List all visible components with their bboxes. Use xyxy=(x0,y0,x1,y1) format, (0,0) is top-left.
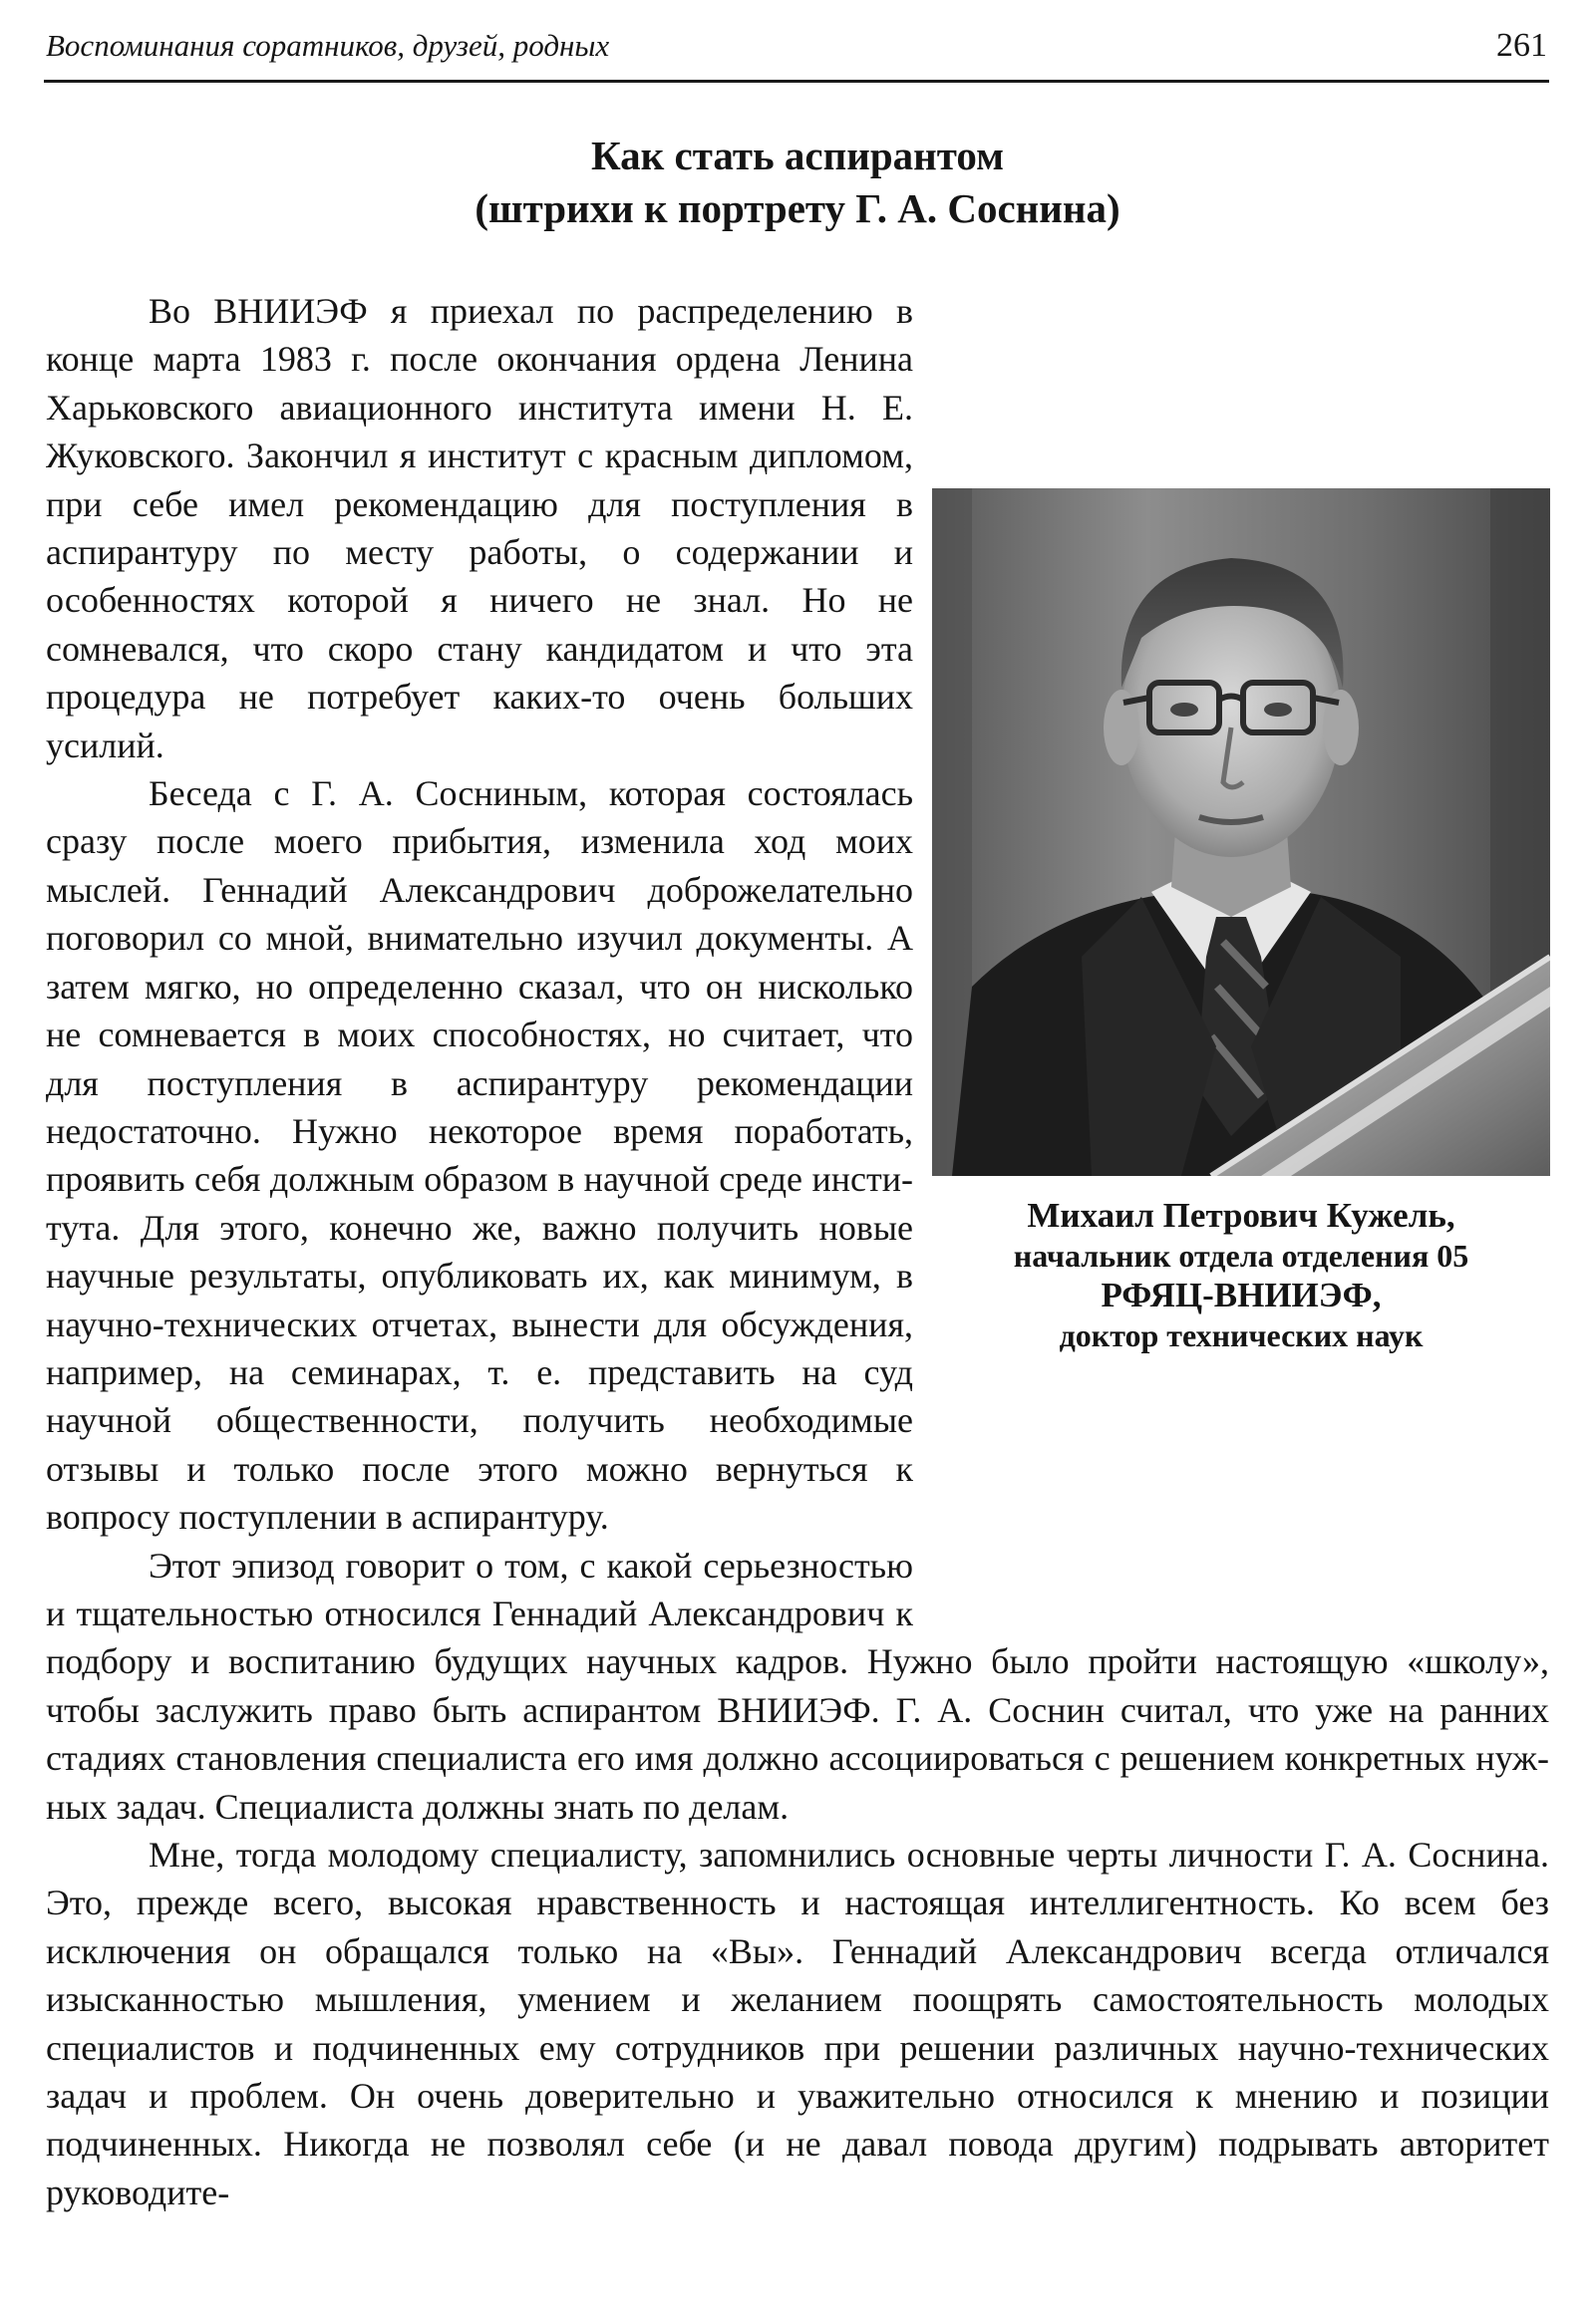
page-number: 261 xyxy=(1496,27,1547,64)
paragraph-3: Этот эпизод говорит о том, с какой серьезностью и тщательностью относился Геннадий Александрович к подбору и воспитанию будущих научных кадров. Нужно было пройти настоящую «школу», чтобы заслужить право быть аспирантом ВНИИЭФ. Г. А. Соснин считал, что уже на ранних стадиях становления специалиста его имя должно ассоциироваться с решением конкретных нужных задач. Специалиста должны знать по делам. xyxy=(46,1545,1549,1827)
caption-organization: РФЯЦ-ВНИИЭФ, xyxy=(1101,1276,1382,1314)
running-head xyxy=(46,22,1547,74)
paragraph-4: Мне, тогда молодому специалисту, запомнились основные черты личности Г. А. Соснина. Это, прежде всего, высокая нравственность и настоящая интеллигентность. Ко всем без исключения он обращался только на «Вы». Геннадий Александрович всегда отличался изысканностью мышления, умением и желанием поощрять самостоятельность молодых специалистов и подчиненных ему сотрудников при решении различных научно-технических задач и проблем. Он очень доверительно и уважительно относился к мнению и позиции подчиненных. Никогда не позволял себе (и не давал повода другим) подрывать авторитет руководите- xyxy=(46,1835,1549,2212)
article-title-line2: (штрихи к портрету Г. А. Соснина) xyxy=(475,185,1120,231)
caption-position: начальник отдела отделения 05 xyxy=(1013,1238,1469,1274)
paragraph-1: Во ВНИИЭФ я приехал по распределению в конце марта 1983 г. после окончания ордена Ленина Харьковского авиационного института имени Н. Е. Жуковского. Закончил я институт с красным дипломом, при себе имел рекомендацию для поступления в аспирантуру по месту работы, о содержании и особенностях которой я ничего не знал. Но не сомневался, что скоро стану кандидатом и что эта процедура не потребует каких-то очень больших усилий. xyxy=(46,291,913,765)
caption-name: Михаил Петрович Кужель, xyxy=(1027,1196,1455,1235)
portrait-photo xyxy=(932,488,1550,1176)
running-head-title: Воспоминания соратников, друзей, родных xyxy=(46,28,610,63)
header-rule xyxy=(44,80,1549,83)
photo-caption xyxy=(915,1196,1567,1355)
caption-degree: доктор технических наук xyxy=(1059,1317,1424,1353)
paragraph-2: Беседа с Г. А. Сосниным, которая состоялась сразу после моего прибытия, изменила ход моих мыслей. Геннадий Александрович доброжелательно поговорил со мной, внимательно изучил документы. А затем мягко, но определенно сказал, что он нисколько не сомневается в моих способностях, но считает, что для поступления в аспирантуру рекомендации недостаточно. Нужно некоторое время поработать, проявить себя должным образом в научной среде института. Для этого, конечно же, важно получить новые научные результаты, опубликовать их, как минимум, в научно-технических отчетах, вынести для обсуждения, например, на семинарах, т. е. представить на суд научной общественности, получить необходимые отзывы и только после этого можно вернуться к вопросу поступлении в аспирантуру. xyxy=(46,773,913,1538)
article-title xyxy=(0,130,1595,235)
portrait-illustration xyxy=(932,488,1550,1176)
article-title-line1: Как стать аспирантом xyxy=(590,133,1005,178)
